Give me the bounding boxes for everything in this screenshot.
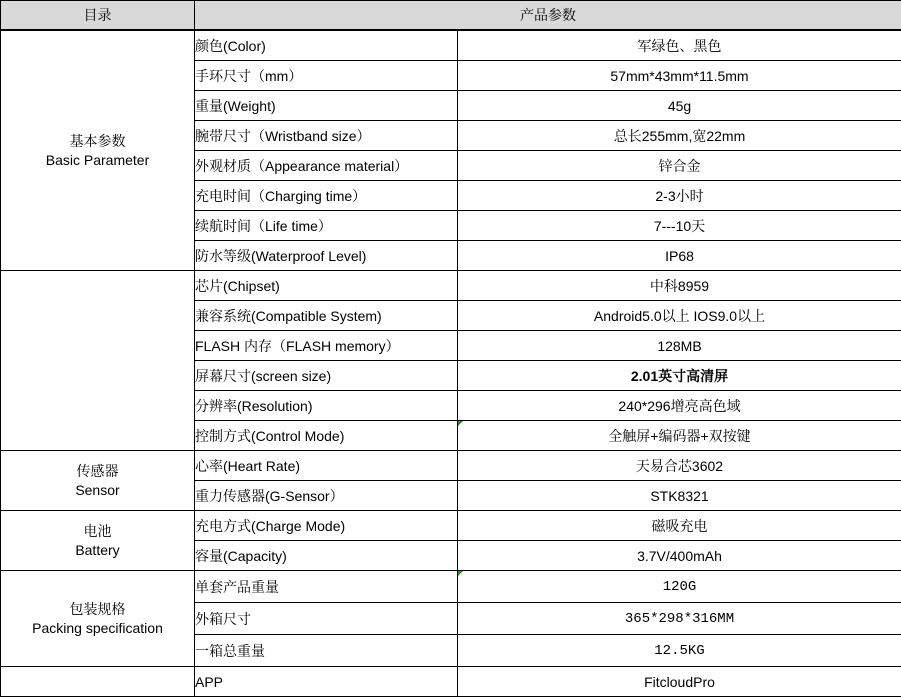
row-label: 充电方式(Charge Mode) [195, 511, 458, 541]
row-label: 心率(Heart Rate) [195, 451, 458, 481]
row-label: 重力传感器(G-Sensor） [195, 481, 458, 511]
table-row [1, 571, 901, 603]
group-basic-en: Basic Parameter [1, 151, 194, 170]
row-value: 57mm*43mm*11.5mm [458, 61, 901, 91]
row-label: 腕带尺寸（Wristband size） [195, 121, 458, 151]
group-battery [1, 511, 195, 571]
row-label: 重量(Weight) [195, 91, 458, 121]
table-row [1, 30, 901, 61]
group-sensor-zh: 传感器 [1, 462, 194, 481]
row-value: 240*296增亮高色域 [458, 391, 901, 421]
row-label: FLASH 内存（FLASH memory） [195, 331, 458, 361]
row-label: 一箱总重量 [195, 635, 458, 667]
group-app [1, 667, 195, 697]
row-value: 45g [458, 91, 901, 121]
row-label: 外观材质（Appearance material） [195, 151, 458, 181]
group-hardware [1, 271, 195, 451]
row-label: 芯片(Chipset) [195, 271, 458, 301]
row-value: 120G [458, 571, 901, 603]
header-category: 目录 [1, 1, 195, 31]
group-sensor [1, 451, 195, 511]
row-value: 磁吸充电 [458, 511, 901, 541]
row-value: FitcloudPro [458, 667, 901, 697]
row-value: 2-3小时 [458, 181, 901, 211]
table-row [1, 667, 901, 697]
row-value: 锌合金 [458, 151, 901, 181]
group-battery-en: Battery [1, 541, 194, 560]
group-sensor-en: Sensor [1, 481, 194, 500]
table-row [1, 511, 901, 541]
row-label: 续航时间（Life time） [195, 211, 458, 241]
row-label: 屏幕尺寸(screen size) [195, 361, 458, 391]
group-battery-zh: 电池 [1, 522, 194, 541]
row-label: 颜色(Color) [195, 30, 458, 61]
row-label: 防水等级(Waterproof Level) [195, 241, 458, 271]
row-label: 单套产品重量 [195, 571, 458, 603]
row-label: 控制方式(Control Mode) [195, 421, 458, 451]
table-row [1, 271, 901, 301]
group-basic [1, 30, 195, 271]
row-value: 天易合芯3602 [458, 451, 901, 481]
row-label: 外箱尺寸 [195, 603, 458, 635]
row-value: 全触屏+编码器+双按键 [458, 421, 901, 451]
group-basic-zh: 基本参数 [1, 132, 194, 151]
row-label: 分辨率(Resolution) [195, 391, 458, 421]
row-value: Android5.0以上 IOS9.0以上 [458, 301, 901, 331]
group-packing [1, 571, 195, 667]
row-value: 军绿色、黑色 [458, 30, 901, 61]
row-value: 12.5KG [458, 635, 901, 667]
table-row [1, 451, 901, 481]
row-value: STK8321 [458, 481, 901, 511]
group-packing-en: Packing specification [1, 619, 194, 638]
header-row [1, 1, 901, 31]
row-label: 手环尺寸（mm） [195, 61, 458, 91]
row-value: IP68 [458, 241, 901, 271]
row-label: 兼容系统(Compatible System) [195, 301, 458, 331]
row-value: 中科8959 [458, 271, 901, 301]
row-value: 2.01英寸高清屏 [458, 361, 901, 391]
row-label: 充电时间（Charging time） [195, 181, 458, 211]
row-value: 365*298*316MM [458, 603, 901, 635]
row-value: 7---10天 [458, 211, 901, 241]
row-label: APP [195, 667, 458, 697]
group-packing-zh: 包装规格 [1, 600, 194, 619]
row-label: 容量(Capacity) [195, 541, 458, 571]
row-value: 总长255mm,宽22mm [458, 121, 901, 151]
header-params: 产品参数 [195, 1, 901, 31]
row-value: 3.7V/400mAh [458, 541, 901, 571]
row-value: 128MB [458, 331, 901, 361]
